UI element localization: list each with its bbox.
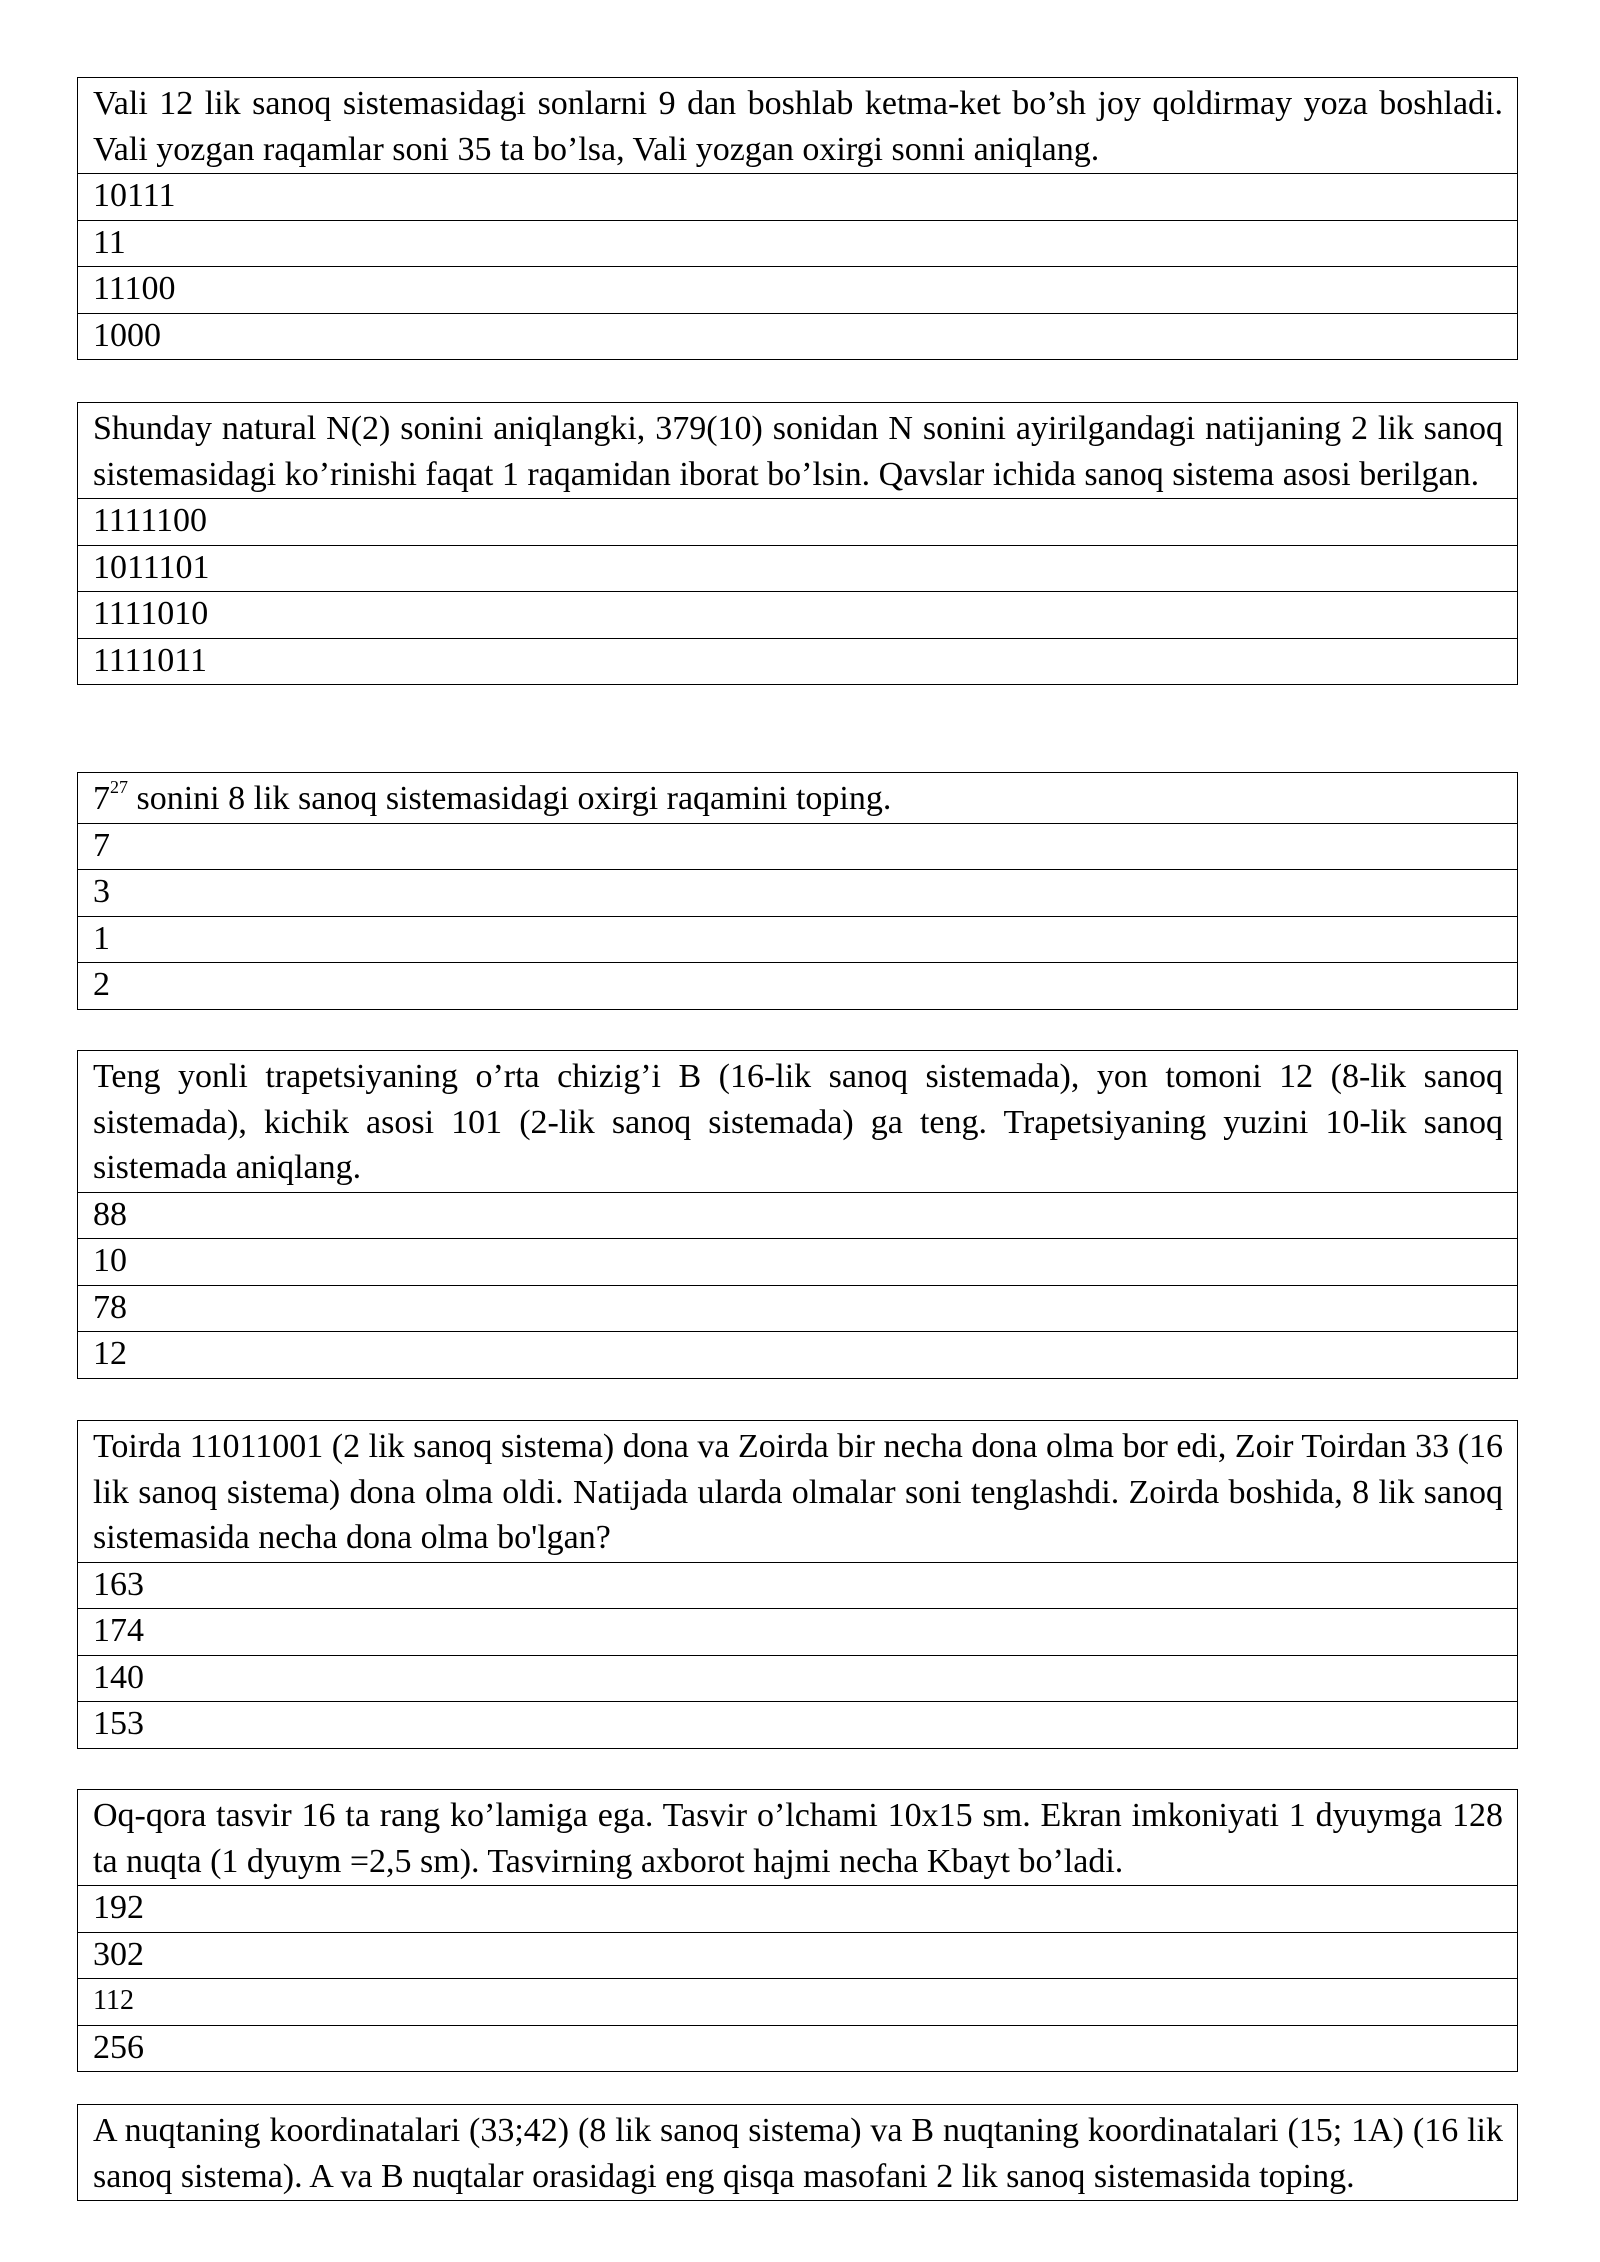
question-3-base: 7 bbox=[93, 780, 110, 817]
question-2-option-c: 1111010 bbox=[78, 591, 1517, 638]
question-3-exponent: 27 bbox=[110, 777, 128, 797]
question-1-option-c: 11100 bbox=[78, 266, 1517, 313]
question-4-option-a: 88 bbox=[78, 1192, 1517, 1239]
question-3-option-a: 7 bbox=[78, 823, 1517, 870]
question-5-text: Toirda 11011001 (2 lik sanoq sistema) dona va Zoirda bir necha dona olma bor edi, Zoir Toirdan 33 (16 lik sanoq sistema) dona olma oldi. Natijada ularda olmalar soni tenglashdi. Zoirda boshida, 8 lik sanoq sistemasida necha dona olma bo'lgan? bbox=[93, 1428, 1503, 1556]
question-2-text: Shunday natural N(2) sonini aniqlangki, 379(10) sonidan N sonini ayirilgandagi natijaning 2 lik sanoq sistemasidagi ko’rinishi faqat 1 raqamidan iborat bo’lsin. Qavslar ichida sanoq sistema asosi berilgan. bbox=[93, 410, 1503, 493]
question-3 bbox=[77, 772, 1518, 1010]
question-5 bbox=[77, 1420, 1518, 1749]
question-6-option-b: 302 bbox=[78, 1932, 1517, 1979]
question-2 bbox=[77, 402, 1518, 685]
question-5-option-b: 174 bbox=[78, 1608, 1517, 1655]
question-7 bbox=[77, 2104, 1518, 2201]
question-1-option-d: 1000 bbox=[78, 313, 1517, 360]
question-7-text: A nuqtaning koordinatalari (33;42) (8 lik sanoq sistema) va B nuqtaning koordinatalari (15; 1A) (16 lik sanoq sistema). A va B nuqtalar orasidagi eng qisqa masofani 2 lik sanoq sistemasida toping. bbox=[93, 2112, 1503, 2195]
question-2-option-a: 1111100 bbox=[78, 498, 1517, 545]
question-4-option-c: 78 bbox=[78, 1285, 1517, 1332]
question-4 bbox=[77, 1050, 1518, 1379]
question-3-text bbox=[78, 773, 1517, 823]
question-5-option-c: 140 bbox=[78, 1655, 1517, 1702]
question-6 bbox=[77, 1789, 1518, 2072]
question-5-option-d: 153 bbox=[78, 1701, 1517, 1748]
question-3-option-c: 1 bbox=[78, 916, 1517, 963]
question-4-option-b: 10 bbox=[78, 1238, 1517, 1285]
question-6-option-c: 112 bbox=[78, 1978, 1517, 2025]
question-5-option-a: 163 bbox=[78, 1562, 1517, 1609]
question-1-option-a: 10111 bbox=[78, 173, 1517, 220]
question-3-text-rest: sonini 8 lik sanoq sistemasidagi oxirgi raqamini toping. bbox=[128, 780, 892, 817]
question-6-option-a: 192 bbox=[78, 1885, 1517, 1932]
question-3-option-b: 3 bbox=[78, 869, 1517, 916]
question-2-option-d: 1111011 bbox=[78, 638, 1517, 685]
question-4-text: Teng yonli trapetsiyaning o’rta chizig’i B (16-lik sanoq sistemada), yon tomoni 12 (8-lik sanoq sistemada), kichik asosi 101 (2-lik sanoq sistemada) ga teng. Trapetsiyaning yuzini 10-lik sanoq sistemada aniqlang. bbox=[93, 1058, 1503, 1186]
question-1-text: Vali 12 lik sanoq sistemasidagi sonlarni 9 dan boshlab ketma-ket bo’sh joy qoldirmay yoza boshladi. Vali yozgan raqamlar soni 35 ta bo’lsa, Vali yozgan oxirgi sonni aniqlang. bbox=[93, 85, 1503, 168]
question-6-text: Oq-qora tasvir 16 ta rang ko’lamiga ega. Tasvir o’lchami 10x15 sm. Ekran imkoniyati 1 dyuymga 128 ta nuqta (1 dyuym =2,5 sm). Tasvirning axborot hajmi necha Kbayt bo’ladi. bbox=[93, 1797, 1503, 1880]
question-1 bbox=[77, 77, 1518, 360]
question-4-option-d: 12 bbox=[78, 1331, 1517, 1378]
question-3-option-d: 2 bbox=[78, 962, 1517, 1009]
question-1-option-b: 11 bbox=[78, 220, 1517, 267]
question-2-option-b: 1011101 bbox=[78, 545, 1517, 592]
question-6-option-d: 256 bbox=[78, 2025, 1517, 2072]
